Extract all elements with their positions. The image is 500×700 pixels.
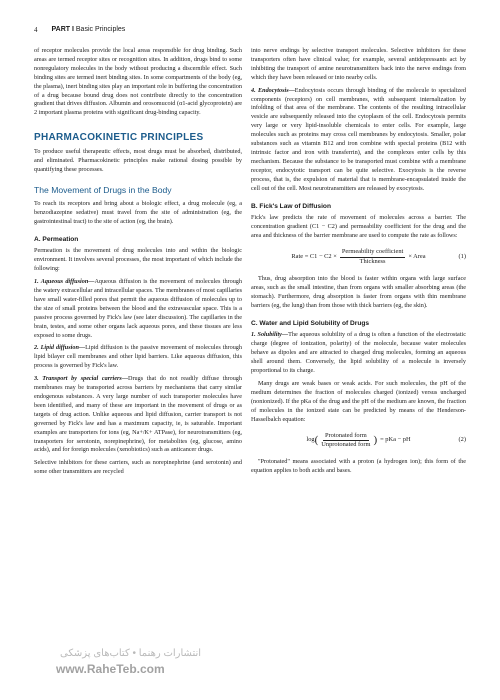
transport-paragraph: 3. Transport by special carriers—Drugs that do not readily diffuse through membranes may be transported across barriers by mechanisms that carry similar endogenous substances. A very large number of such transporter molecules have been identified, and many of these are important in the movement of drugs or as targets of drug action. Unlike aqueous and lipid diffusion, carrier transport is not governed by Fick's law and has a maximum capacity, ie, is saturable. Important examples are transporters for ions (eg, Na+/K+ ATPase), for neurotransmitters (eg, transporters for serotonin, norepinephrine), for metabolites (eg, glucose, amino acids), and for foreign molecules (xenobiotics) such as anticancer drugs.	[34, 375, 242, 454]
continued-paragraph: into nerve endings by selective transport molecules. Selective inhibitors for these transporters often have clinical value; for example, several antidepressants act by inhibiting the transport of amine neurotransmitters back into the nerve endings from which they have been released or into nearby cells.	[251, 47, 466, 81]
watermark-arabic: انتشارات رهنما • کتاب‌های پزشکی	[60, 648, 202, 659]
permeation-heading: A. Permeation	[34, 235, 79, 243]
transport-paragraph-cont: Selective inhibitors for these carriers, such as norepinephrine (and serotonin) and some other transmitters are recycled	[34, 459, 242, 476]
permeation-paragraph: Permeation is the movement of drug molecules into and within the biologic environment. It involves several processes, the most important of which include the following:	[34, 247, 242, 273]
fick-after-paragraph: Thus, drug absorption into the blood is faster within organs with large surface areas, such as the small intestine, than from organs with smaller absorbing areas (the stomach). Furthermore, drug absorption is faster from organs with thin membrane barriers (eg, the lung) than from those with thick barriers (eg, the skin).	[251, 274, 466, 309]
weak-acids-paragraph: Many drugs are weak bases or weak acids. For such molecules, the pH of the medium determines the fraction of molecules charged (ionized) versus uncharged (nonionized). If the pKa of the drug and the pH of the medium are known, the fraction of molecules in the ionized state can be predicted by means of the Henderson-Hasselbalch equation:	[251, 380, 466, 423]
part-label: PART I Basic Principles	[51, 26, 126, 33]
left-column	[34, 47, 242, 481]
right-column	[251, 47, 466, 480]
fick-paragraph: Fick's law predicts the rate of movement of molecules across a barrier. The concentration gradient (C1 − C2) and permeability coefficient for the drug and the area and thickness of the barrier membrane are used to compute the rate as follows:	[251, 214, 466, 240]
protonated-paragraph: "Protonated" means associated with a proton (a hydrogen ion); this form of the equation applies to both acids and bases.	[251, 458, 466, 475]
fick-heading: B. Fick's Law of Diffusion	[251, 202, 331, 210]
equation-2: log ( $\frac{\text{Protonated form}}{\text{Unprotonated form}}$ ) = pKa − pH (2)	[306, 431, 466, 449]
lipid-paragraph: 2. Lipid diffusion—Lipid diffusion is the passive movement of molecules through lipid bilayer cell membranes and other lipid barriers. Like aqueous diffusion, this process is governed by Fick's law.	[34, 344, 242, 370]
endocytosis-paragraph: 4. Endocytosis—Endocytosis occurs through binding of the molecule to specialized components (receptors) on cell membranes, with subsequent internalization by infolding of that area of the membrane. The contents of the resulting intracellular vesicle are subsequently released into the cytoplasm of the cell. Endocytosis permits very large or very lipid-insoluble chemicals to enter cells. For example, large molecules such as proteins may cross cell membranes by endocytosis. Smaller, polar substances such as vitamin B12 and iron combine with special proteins (B12 with intrinsic factor and iron with transferrin), and the complexes enter cells by this mechanism. Because the substance to be transported must combine with a membrane receptor, endocytotic transport can be quite selective. Exocytosis is the reverse process, that is, the expulsion of material that is membrane-encapsulated inside the cell out of the cell. Most neurotransmitters are released by exocytosis.	[251, 86, 466, 192]
page-header	[34, 26, 125, 34]
solubility-paragraph: 1. Solubility—The aqueous solubility of a drug is often a function of the electrostatic charge (degree of ionization, polarity) of the molecule, because water molecules behave as dipoles and are attracted to charged drug molecules, forming an aqueous shell around them. Conversely, the lipid solubility of a molecule is inversely proportional to its charge.	[251, 331, 466, 375]
equation-1: Rate = C1 − C2 × $\frac{\text{Permeability coefficient}}{\text{Thickness}}$ × Area (1)	[291, 248, 466, 266]
pk-heading: PHARMACOKINETIC PRINCIPLES	[34, 132, 204, 144]
solubility-heading: C. Water and Lipid Solubility of Drugs	[251, 319, 370, 327]
aqueous-paragraph: 1. Aqueous diffusion—Aqueous diffusion is the movement of molecules through the watery extracellular and intracellular spaces. The membranes of most capillaries have small water-filled pores that permit the aqueous diffusion of molecules up to the size of small proteins between the blood and the extravascular space. This is a passive process governed by Fick's law (see later discussion). The capillaries in the brain, testes, and some other organs lack aqueous pores, and these tissues are less exposed to some drugs.	[34, 278, 242, 339]
page-number: 4	[34, 26, 38, 34]
watermark-url: www.RaheTeb.com	[56, 662, 165, 676]
intro-paragraph: of receptor molecules provide the local areas responsible for drug binding. Such areas are termed receptor sites or recognition sites. In addition, drugs bind to some nonregulatory molecules in the body without producing a discernible effect. Such binding sites are termed inert binding sites. In some compartments of the body (eg, the plasma), inert binding sites play an important role in buffering the concentration of a drug because bound drug does not contribute directly to the concentration gradient that drives diffusion. Albumin and orosomucoid (α1-acid glycoprotein) are 2 important plasma proteins with significant drug-binding capacity.	[34, 47, 242, 117]
pk-paragraph: To produce useful therapeutic effects, most drugs must be absorbed, distributed, and eliminated. Pharmacokinetic principles make rational dosing possible by quantifying these processes.	[34, 148, 242, 173]
movement-paragraph: To reach its receptors and bring about a biologic effect, a drug molecule (eg, a benzodiazepine sedative) must travel from the site of administration (eg, the gastrointestinal tract) to the site of action (eg, the brain).	[34, 199, 242, 225]
movement-heading: The Movement of Drugs in the Body	[34, 184, 172, 195]
